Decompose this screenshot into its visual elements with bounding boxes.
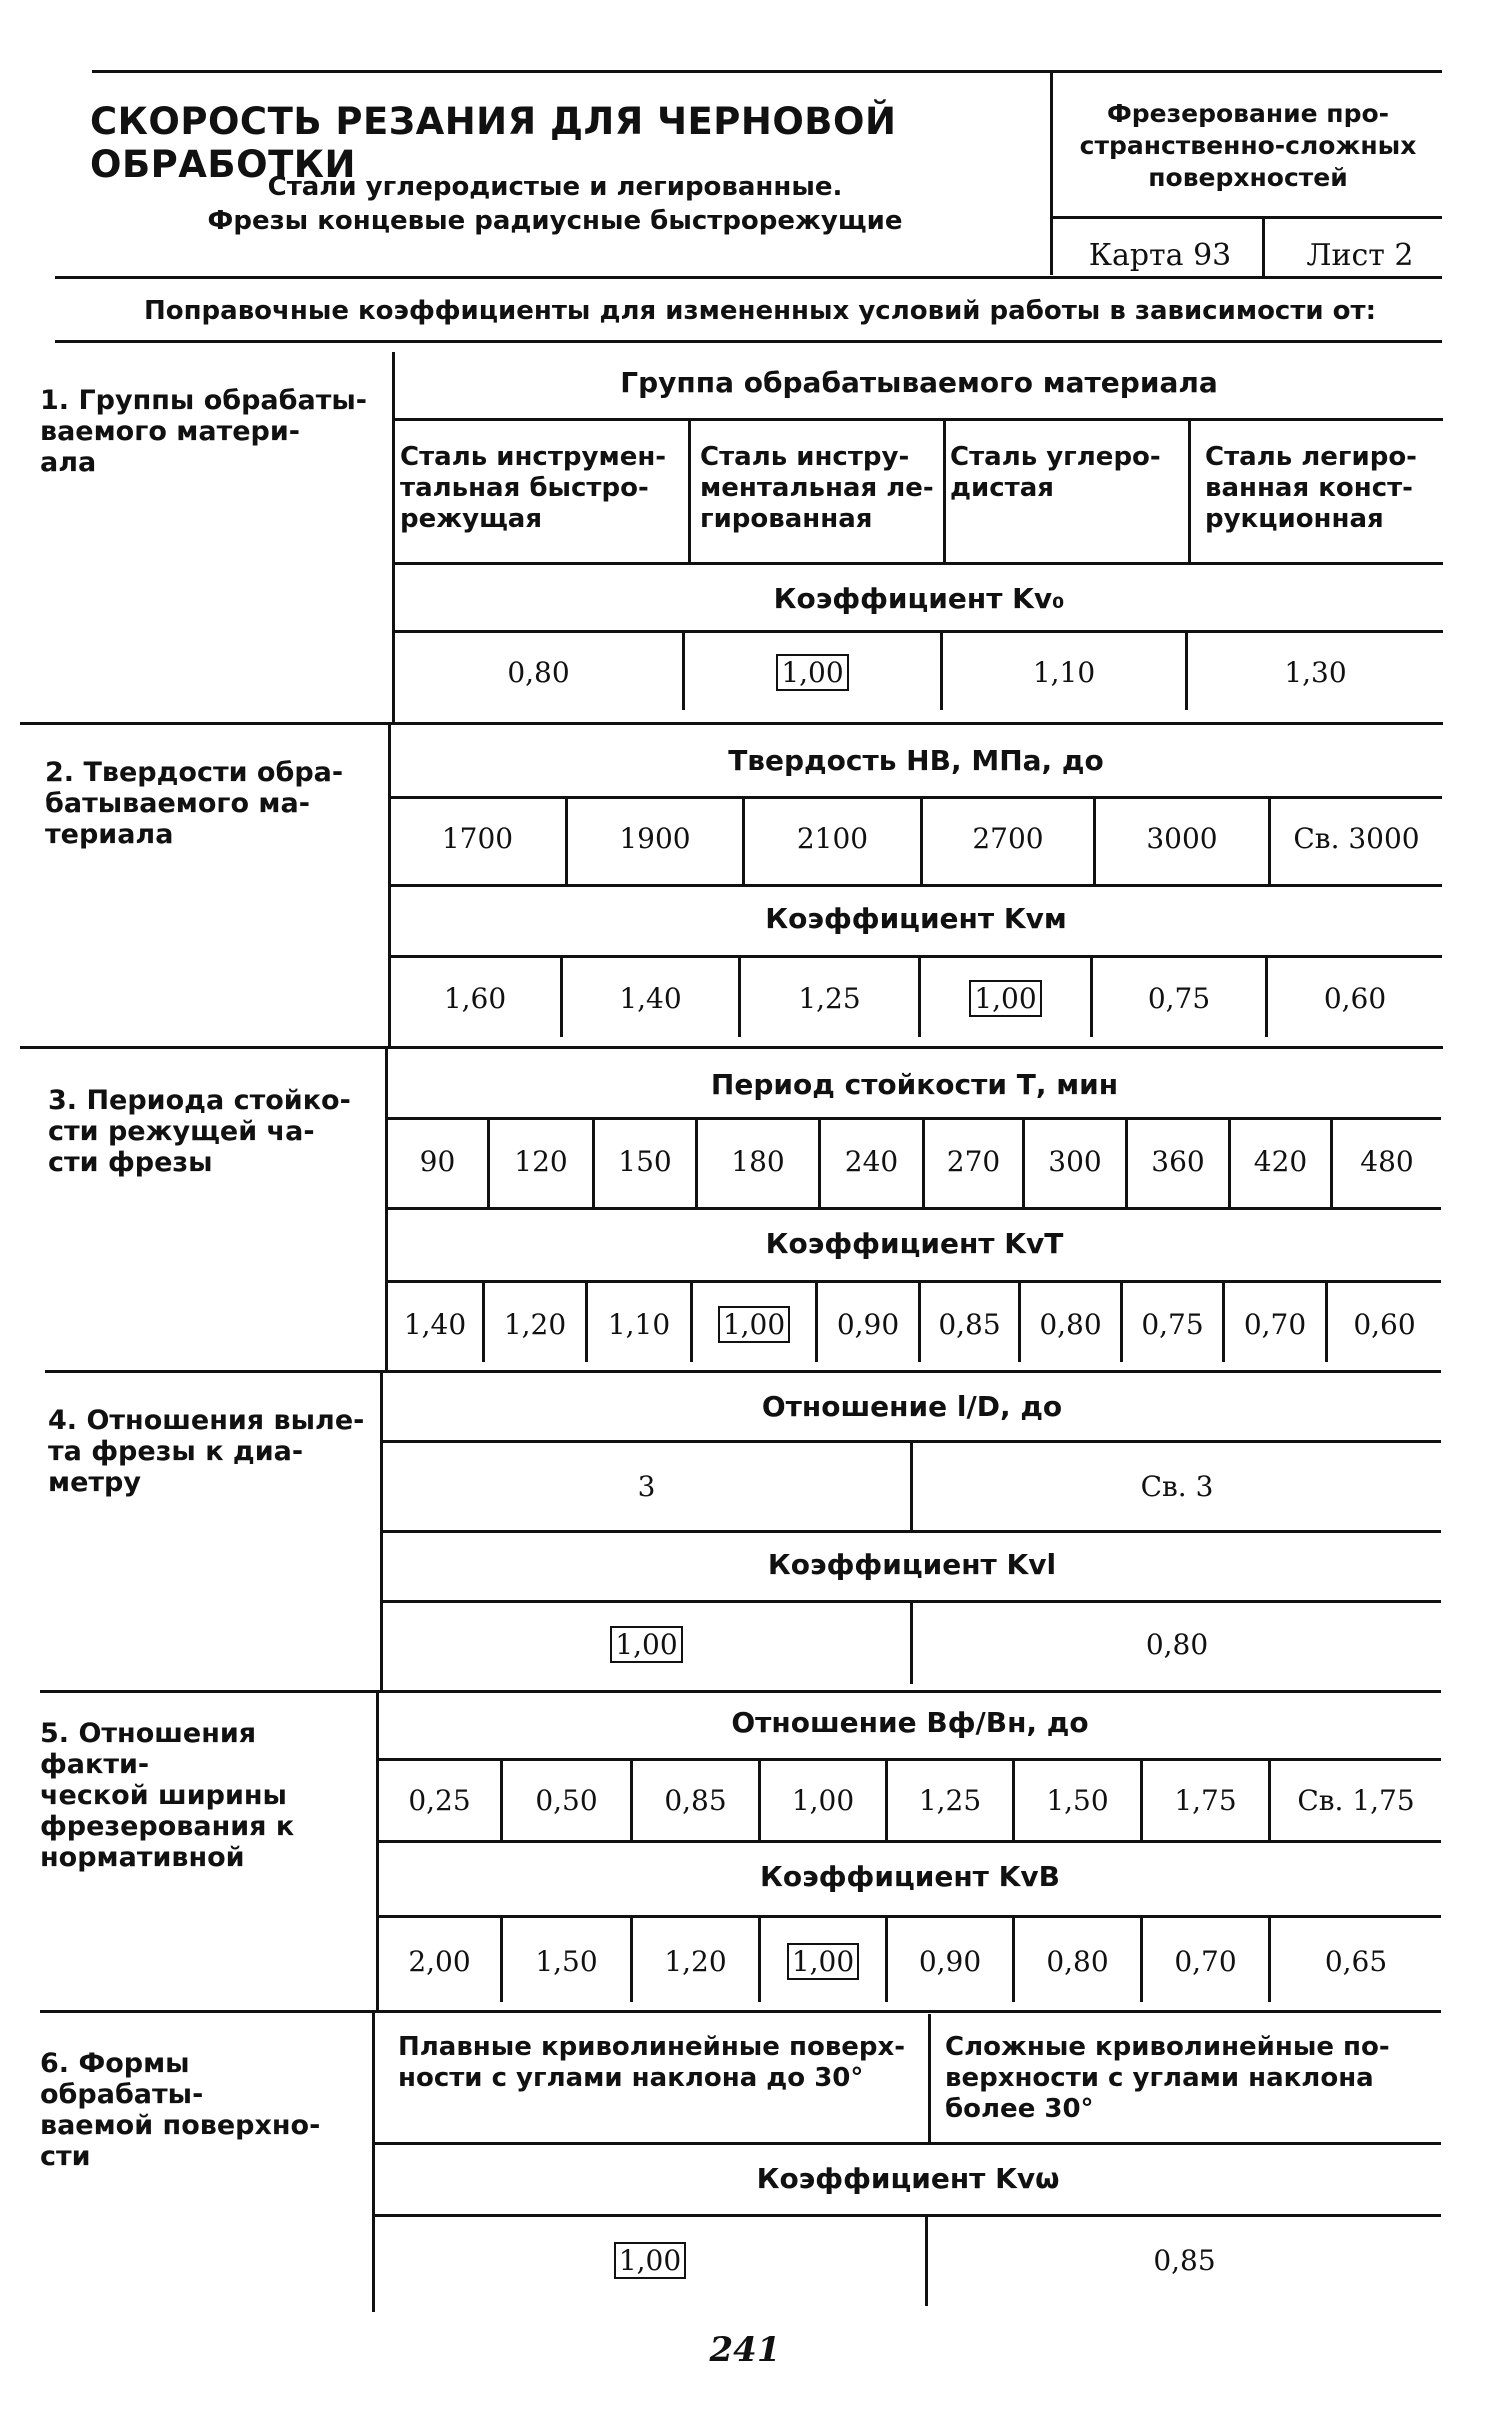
card-number: Карта 93	[1088, 238, 1232, 273]
coef-value: 0,75	[1141, 1308, 1204, 1341]
material-line: дистая	[950, 473, 1054, 503]
coef-value: 0,85	[938, 1308, 1001, 1341]
coef-value: 1,10	[607, 1308, 671, 1341]
coef-value: 0,80	[1039, 1308, 1102, 1341]
factor-line: метру	[48, 1467, 141, 1498]
caption-material-group: Группа обрабатываемого материала	[620, 366, 1218, 399]
caption-hardness: Твердость НВ, МПа, до	[728, 744, 1104, 777]
coef-kvw-label: Коэффициент Kvω	[756, 2162, 1060, 2195]
material-line: Сталь легиро-	[1205, 442, 1417, 472]
factor-hardness	[45, 757, 375, 850]
coef-value: 1,60	[443, 982, 507, 1015]
factor-line: ала	[40, 447, 97, 478]
coef-value: 1,30	[1284, 656, 1347, 689]
material-line: Сталь углеро-	[950, 442, 1161, 472]
ld-value: 3	[637, 1470, 656, 1503]
subtitle-steels: Стали углеродистые и легированные.	[267, 172, 843, 202]
coef-value-base	[375, 2244, 925, 2277]
caption-width-ratio: Отношение Bф/Bн, до	[731, 1706, 1089, 1739]
coef-value: 1,40	[619, 982, 682, 1015]
coef-kv0-label: Коэффициент Kv₀	[773, 582, 1065, 615]
factor-line: 4. Отношения выле-	[48, 1405, 365, 1436]
width-ratio-value: 1,75	[1174, 1784, 1237, 1817]
coef-value: 1,40	[403, 1308, 467, 1341]
caption-ld-ratio: Отношение l/D, до	[761, 1390, 1063, 1423]
coef-value: 1,20	[503, 1308, 567, 1341]
factor-surface-shape	[40, 2048, 360, 2172]
tool-life-value: 150	[618, 1145, 672, 1178]
coef-value-base	[383, 1628, 910, 1661]
coef-kvt-label: Коэффициент KvТ	[765, 1227, 1064, 1260]
coef-value-boxed: 1,00	[614, 2242, 686, 2279]
coef-value: 0,80	[1145, 1628, 1209, 1661]
coef-value: 0,70	[1243, 1308, 1307, 1341]
surface-line: Сложные криволинейные по-	[945, 2032, 1390, 2062]
coef-value: 1,25	[798, 982, 861, 1015]
operation-title	[1058, 98, 1438, 194]
factor-line: 1. Группы обрабаты-	[40, 385, 367, 416]
coef-kvl-label: Коэффициент Kvl	[767, 1548, 1057, 1581]
material-carbon	[950, 442, 1180, 504]
coef-value: 0,85	[1153, 2244, 1216, 2277]
factor-width-ratio	[40, 1718, 360, 1873]
coef-value: 0,60	[1353, 1308, 1416, 1341]
material-line: режущая	[400, 504, 543, 534]
hardness-value: 2100	[796, 822, 869, 855]
factor-line: 6. Формы обрабаты-	[40, 2048, 204, 2110]
coef-value: 1,20	[664, 1945, 727, 1978]
intro-text: Поправочные коэффициенты для измененных условий работы в зависимости от:	[143, 296, 1377, 326]
coef-value-boxed: 1,00	[969, 980, 1041, 1017]
hardness-value: 3000	[1146, 822, 1218, 855]
width-ratio-value: 1,25	[918, 1784, 982, 1817]
coef-value: 1,50	[535, 1945, 598, 1978]
tool-life-value: 180	[731, 1145, 785, 1178]
coef-kvm-label: Коэффициент Kvм	[765, 902, 1067, 935]
coef-kvb-label: Коэффициент KvB	[760, 1860, 1060, 1893]
material-structural-alloy	[1205, 442, 1440, 535]
coef-value-base	[693, 1308, 815, 1341]
tool-life-value: 420	[1253, 1145, 1308, 1178]
tool-life-value: 90	[419, 1145, 456, 1178]
material-tool-alloy	[700, 442, 940, 535]
material-line: Сталь инструмен-	[400, 442, 667, 472]
factor-line: сти режущей ча-	[48, 1116, 315, 1147]
material-line: ментальная ле-	[700, 473, 934, 503]
coef-value-boxed: 1,00	[610, 1626, 682, 1663]
coef-value: 0,90	[836, 1308, 900, 1341]
ld-value: Св. 3	[1140, 1470, 1214, 1503]
width-ratio-value: Св. 1,75	[1297, 1784, 1415, 1817]
factor-material-group	[40, 385, 380, 478]
material-line: рукционная	[1205, 504, 1384, 534]
tool-life-value: 480	[1360, 1145, 1414, 1178]
hardness-value: 1700	[441, 822, 514, 855]
coef-value: 0,60	[1323, 982, 1387, 1015]
factor-line: сти	[40, 2141, 91, 2172]
coef-value-base	[761, 1945, 885, 1978]
operation-line: Фрезерование про-	[1106, 99, 1390, 128]
operation-line: странственно-сложных	[1079, 131, 1417, 160]
coef-value: 0,80	[507, 656, 570, 689]
hardness-value: Св. 3000	[1293, 822, 1420, 855]
caption-tool-life: Период стойкости Т, мин	[710, 1068, 1119, 1101]
coef-value-base	[685, 656, 940, 689]
factor-line: ваемого матери-	[40, 416, 300, 447]
tool-life-value: 300	[1048, 1145, 1102, 1178]
coef-value: 0,75	[1147, 982, 1211, 1015]
surface-complex	[945, 2032, 1435, 2125]
factor-line: териала	[45, 819, 174, 850]
coef-value: 0,80	[1046, 1945, 1109, 1978]
factor-line: ческой ширины	[40, 1780, 287, 1811]
factor-line: 3. Периода стойко-	[48, 1085, 351, 1116]
tool-life-value: 240	[844, 1145, 899, 1178]
coef-value: 0,70	[1174, 1945, 1237, 1978]
coef-value: 2,00	[408, 1945, 471, 1978]
coef-value-boxed: 1,00	[787, 1943, 859, 1980]
hardness-value: 1900	[619, 822, 691, 855]
factor-line: та фрезы к диа-	[48, 1436, 304, 1467]
tool-life-value: 270	[946, 1145, 1001, 1178]
factor-line: батываемого ма-	[45, 788, 310, 819]
width-ratio-value: 1,50	[1046, 1784, 1109, 1817]
surface-line: более 30°	[945, 2094, 1094, 2124]
sheet-number: Лист 2	[1306, 238, 1414, 273]
width-ratio-value: 0,25	[408, 1784, 471, 1817]
material-line: гированная	[700, 504, 873, 534]
surface-smooth	[398, 2032, 918, 2094]
operation-line: поверхностей	[1148, 163, 1348, 192]
factor-line: нормативной	[40, 1842, 245, 1873]
coef-value: 0,90	[918, 1945, 982, 1978]
factor-line: фрезерования к	[40, 1811, 295, 1842]
surface-line: Плавные криволинейные поверх-	[398, 2032, 906, 2062]
tool-life-value: 120	[514, 1145, 568, 1178]
surface-line: ности с углами наклона до 30°	[398, 2063, 864, 2093]
factor-line: 2. Твердости обра-	[45, 757, 344, 788]
material-line: ванная конст-	[1205, 473, 1413, 503]
factor-tool-life	[48, 1085, 373, 1178]
factor-line: ваемой поверхно-	[40, 2110, 321, 2141]
material-line: Сталь инстру-	[700, 442, 910, 472]
tool-life-value: 360	[1151, 1145, 1205, 1178]
width-ratio-value: 0,85	[664, 1784, 727, 1817]
material-line: тальная быстро-	[400, 473, 649, 503]
surface-line: верхности с углами наклона	[945, 2063, 1374, 2093]
subtitle-cutters: Фрезы концевые радиусные быстрорежущие	[207, 206, 903, 236]
page-number: 241	[709, 2330, 781, 2370]
coef-value-boxed: 1,00	[776, 654, 848, 691]
width-ratio-value: 1,00	[791, 1784, 855, 1817]
hardness-value: 2700	[972, 822, 1044, 855]
factor-line: сти фрезы	[48, 1147, 213, 1178]
page-title: СКОРОСТЬ РЕЗАНИЯ ДЛЯ ЧЕРНОВОЙ ОБРАБОТКИ	[90, 100, 897, 186]
coef-value: 0,65	[1324, 1945, 1388, 1978]
material-tool-hss	[400, 442, 670, 535]
factor-line: 5. Отношения факти-	[40, 1718, 257, 1780]
width-ratio-value: 0,50	[535, 1784, 598, 1817]
coef-value-base	[921, 982, 1090, 1015]
coef-value-boxed: 1,00	[718, 1306, 790, 1343]
coef-value: 1,10	[1032, 656, 1096, 689]
factor-overhang-ratio	[48, 1405, 368, 1498]
